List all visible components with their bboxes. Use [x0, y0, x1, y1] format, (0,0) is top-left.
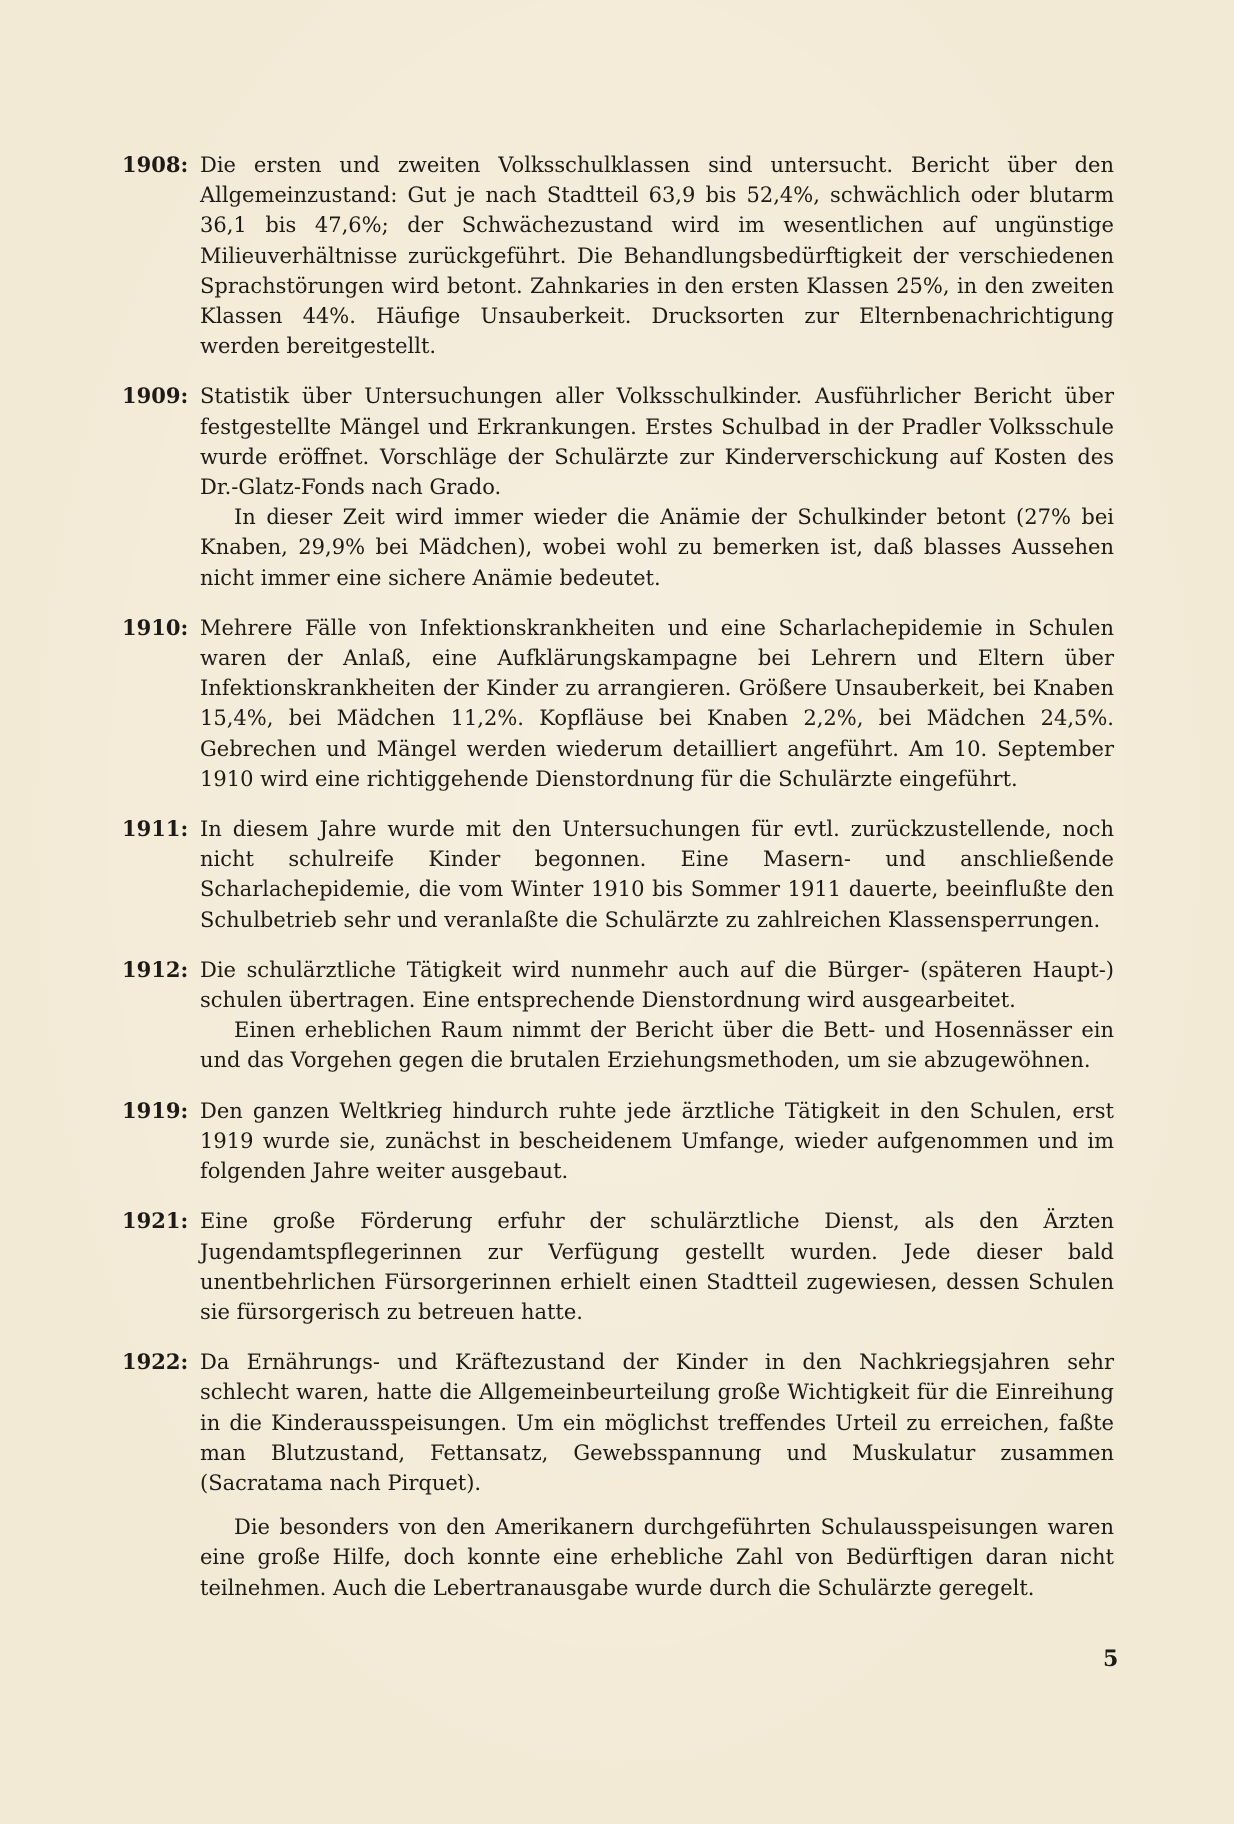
entry-paragraph: Eine große Förderung erfuhr der schulärztliche Dienst, als den Ärzten Jugendamtspflegerinnen zur Verfügung gestellt wurden. Jede dieser bald unentbehrlichen Fürsorgerinnen erhielt einen Stadtteil zugewiesen, dessen Schulen sie fürsorgerisch zu betreuen hatte. [200, 1209, 1114, 1324]
entry-text [200, 1206, 1114, 1327]
entry-1908 [122, 150, 1114, 361]
entry-1912 [122, 955, 1114, 1076]
entry-year: 1922: [122, 1349, 189, 1375]
entry-1909 [122, 381, 1114, 592]
entry-year: 1919: [122, 1097, 189, 1123]
entry-1911 [122, 814, 1114, 935]
entry-paragraph: Statistik über Untersuchungen aller Volksschulkinder. Ausführlicher Bericht über festgestellte Mängel und Erkrankungen. Erstes Schulbad in der Pradler Volksschule wurde eröffnet. Vorschläge der Schulärzte zur Kinderverschickung auf Kosten des Dr.-Glatz-Fonds nach Grado. [200, 384, 1114, 500]
entry-year: 1909: [122, 383, 189, 409]
entry-year: 1911: [122, 816, 189, 842]
entry-text [200, 955, 1114, 1076]
document-body [122, 150, 1114, 1603]
entry-text [200, 613, 1114, 794]
entry-paragraph: In diesem Jahre wurde mit den Untersuchungen für evtl. zurückzustellende, noch nicht schulreife Kinder begonnen. Eine Masern- und anschließende Scharlachepidemie, die vom Winter 1910 bis Sommer 1911 dauerte, beeinflußte den Schulbetrieb sehr und veranlaßte die Schulärzte zu zahlreichen Klassensperrungen. [200, 817, 1114, 932]
entry-1910 [122, 613, 1114, 794]
entry-text [200, 381, 1114, 592]
entry-paragraph: In dieser Zeit wird immer wieder die Anämie der Schulkinder betont (27% bei Knaben, 29,9% bei Mädchen), wobei wohl zu bemerken ist, daß blasses Aussehen nicht immer eine sichere Anämie bedeutet. [200, 505, 1114, 590]
entry-1921 [122, 1206, 1114, 1327]
entry-paragraph: Die ersten und zweiten Volksschulklassen sind untersucht. Bericht über den Allgemeinzustand: Gut je nach Stadtteil 63,9 bis 52,4%, schwächlich oder blutarm 36,1 bis 47,6%; der Schwächezustand wird im wesentlichen auf ungünstige Milieuverhältnisse zurückgeführt. Die Behandlungsbedürftigkeit der verschiedenen Sprachstörungen wird betont. Zahnkaries in den ersten Klassen 25%, in den zweiten Klassen 44%. Häufige Unsauberkeit. Drucksorten zur Elternbenachrichtigung werden bereitgestellt. [200, 153, 1114, 359]
entry-1922 [122, 1347, 1114, 1498]
entry-year: 1921: [122, 1208, 189, 1234]
entry-1919 [122, 1096, 1114, 1187]
entry-paragraph: Die schulärztliche Tätigkeit wird nunmehr auch auf die Bürger- (späteren Haupt-) schulen übertragen. Eine entsprechende Dienstordnung wird ausgearbeitet. [200, 957, 1114, 1013]
entry-year: 1908: [122, 152, 189, 177]
entry-paragraph: Den ganzen Weltkrieg hindurch ruhte jede ärztliche Tätigkeit in den Schulen, erst 1919 wurde sie, zunächst in bescheidenem Umfange, wieder aufgenommen und im folgenden Jahre weiter ausgebaut. [200, 1098, 1114, 1184]
entry-paragraph: Mehrere Fälle von Infektionskrankheiten und eine Scharlachepidemie in Schulen waren der Anlaß, eine Aufklärungskampagne bei Lehrern und Eltern über Infektionskrankheiten der Kinder zu arrangieren. Größere Unsauberkeit, bei Knaben 15,4%, bei Mädchen 11,2%. Kopfläuse bei Knaben 2,2%, bei Mädchen 24,5%. Gebrechen und Mängel werden wiederum detailliert angeführt. Am 10. September 1910 wird eine richtiggehende Dienstordnung für die Schulärzte eingeführt. [200, 615, 1114, 791]
entry-text [200, 1347, 1114, 1498]
closing-paragraph: Die besonders von den Amerikanern durchgeführten Schulausspeisungen waren eine große Hilfe, doch konnte eine erhebliche Zahl von Bedürftigen daran nicht teilnehmen. Auch die Lebertranausgabe wurde durch die Schulärzte geregelt. [200, 1515, 1114, 1600]
entry-paragraph: Da Ernährungs- und Kräftezustand der Kinder in den Nachkriegsjahren sehr schlecht waren, hatte die Allgemeinbeurteilung große Wichtigkeit für die Einreihung in die Kinderausspeisungen. Um ein möglichst treffendes Urteil zu erreichen, faßte man Blutzustand, Fettansatz, Gewebsspannung und Muskulatur zusammen (Sacratama nach Pirquet). [200, 1350, 1114, 1495]
entry-paragraph: Einen erheblichen Raum nimmt der Bericht über die Bett- und Hosennässer ein und das Vorgehen gegen die brutalen Erziehungsmethoden, um sie abzugewöhnen. [200, 1018, 1114, 1073]
entry-text [200, 150, 1114, 361]
entry-text [200, 814, 1114, 935]
entry-year: 1910: [122, 614, 189, 640]
entry-year: 1912: [122, 956, 189, 982]
entry-text [200, 1096, 1114, 1187]
page-number: 5 [1103, 1646, 1119, 1672]
